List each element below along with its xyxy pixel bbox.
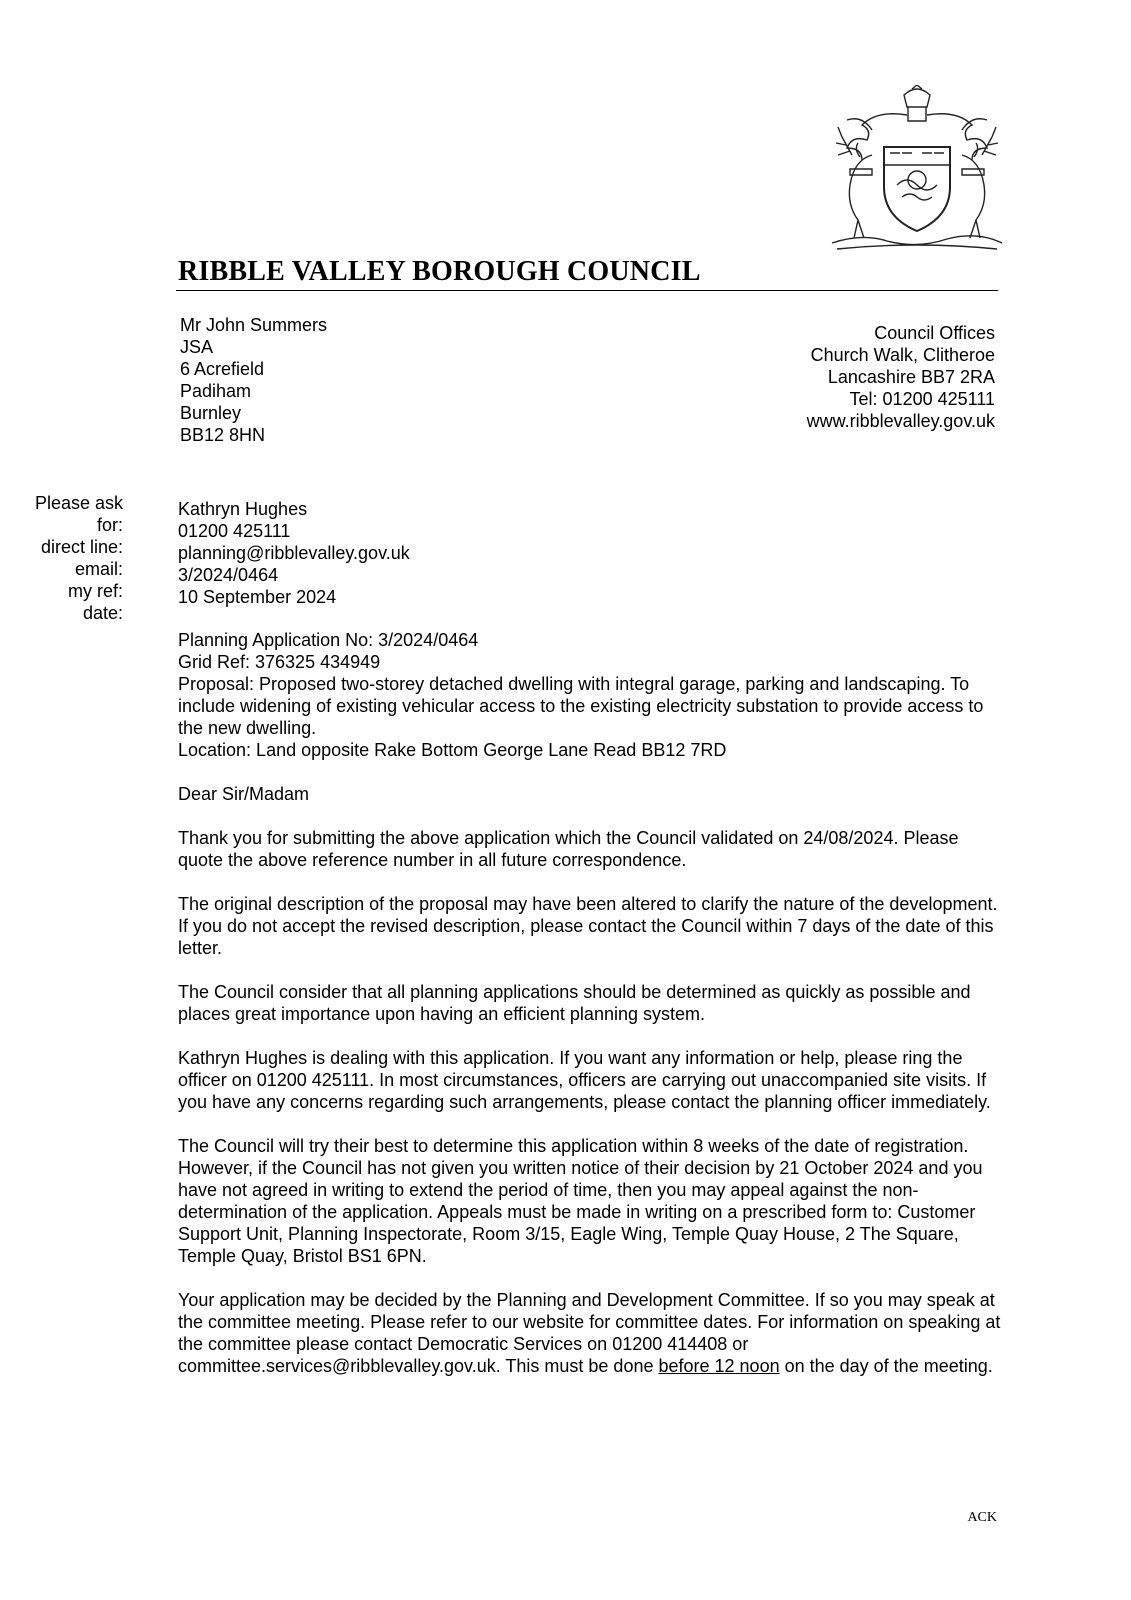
proposal: Proposal: Proposed two-storey detached dwelling with integral garage, parking and landscaping. To include widening of existing vehicular access to the existing electricity substation to provide access to the new dwelling.	[178, 674, 984, 738]
council-name-heading: RIBBLE VALLEY BOROUGH COUNCIL	[178, 256, 701, 287]
location: Location: Land opposite Rake Bottom George Lane Read BB12 7RD	[178, 740, 727, 760]
salutation: Dear Sir/Madam	[178, 784, 310, 804]
office-website: www.ribblevalley.gov.uk	[806, 411, 995, 431]
council-crest-icon	[812, 85, 1022, 255]
label-for: for:	[96, 515, 123, 535]
letter-body	[178, 629, 1008, 1399]
application-number: Planning Application No: 3/2024/0464	[178, 630, 479, 650]
committee-text-end: on the day of the meeting.	[779, 1356, 993, 1376]
recipient-line: JSA	[180, 337, 214, 357]
committee-paragraph	[178, 1289, 1008, 1377]
recipient-address	[180, 314, 327, 446]
committee-text: Your application may be decided by the Planning and Development Committee. If so you may speak at the committee meeting. Please refer to our website for committee dates. For information on speaking at the committee please contact Democratic Services on 01200 414408 or committee.services@ribblevalley.gov.uk. This must be done	[178, 1290, 1001, 1376]
label-my-ref: my ref:	[67, 581, 123, 601]
paragraph: Thank you for submitting the above application which the Council validated on 24/08/2024. Please quote the above reference number in all future correspondence.	[178, 828, 959, 870]
recipient-line: BB12 8HN	[180, 425, 266, 445]
office-line: Church Walk, Clitheroe	[810, 345, 995, 365]
recipient-line: Burnley	[180, 403, 242, 423]
direct-line: 01200 425111	[178, 521, 291, 541]
email-address: planning@ribblevalley.gov.uk	[178, 543, 410, 563]
recipient-line: Padiham	[180, 381, 252, 401]
paragraph: The original description of the proposal may have been altered to clarify the nature of the development. If you do not accept the revised description, please contact the Council within 7 days of the date of this letter.	[178, 894, 998, 958]
contact-labels	[3, 492, 123, 624]
recipient-line: Mr John Summers	[180, 315, 328, 335]
council-office-address	[807, 322, 995, 432]
office-phone: Tel: 01200 425111	[849, 389, 995, 409]
paragraph: The Council will try their best to determine this application within 8 weeks of the date of registration. However, if the Council has not given you written notice of their decision by 21 October 2024 and you have not agreed in writing to extend the period of time, then you may appeal against the non-determination of the application. Appeals must be made in writing on a prescribed form to: Customer Support Unit, Planning Inspectorate, Room 3/15, Eagle Wing, Temple Quay House, 2 The Square, Temple Quay, Bristol BS1 6PN.	[178, 1136, 983, 1266]
label-date: date:	[82, 603, 123, 623]
label-please-ask: Please ask	[34, 493, 123, 513]
paragraph: Kathryn Hughes is dealing with this application. If you want any information or help, please ring the officer on 01200 425111. In most circumstances, officers are carrying out unaccompanied site visits. If you have any concerns regarding such arrangements, please contact the planning officer immediately.	[178, 1048, 991, 1112]
contact-values	[178, 498, 410, 608]
grid-ref: Grid Ref: 376325 434949	[178, 652, 381, 672]
footer-code: ACK	[967, 1510, 997, 1525]
letter-date: 10 September 2024	[178, 587, 337, 607]
office-line: Lancashire BB7 2RA	[827, 367, 995, 387]
officer-name: Kathryn Hughes	[178, 499, 308, 519]
reference: 3/2024/0464	[178, 565, 279, 585]
office-line: Council Offices	[874, 323, 995, 343]
deadline-underlined: before 12 noon	[658, 1356, 780, 1376]
title-divider	[176, 290, 998, 291]
label-email: email:	[74, 559, 123, 579]
recipient-line: 6 Acrefield	[180, 359, 265, 379]
paragraph: The Council consider that all planning applications should be determined as quickly as possible and places great importance upon having an efficient planning system.	[178, 982, 971, 1024]
label-direct-line: direct line:	[40, 537, 123, 557]
